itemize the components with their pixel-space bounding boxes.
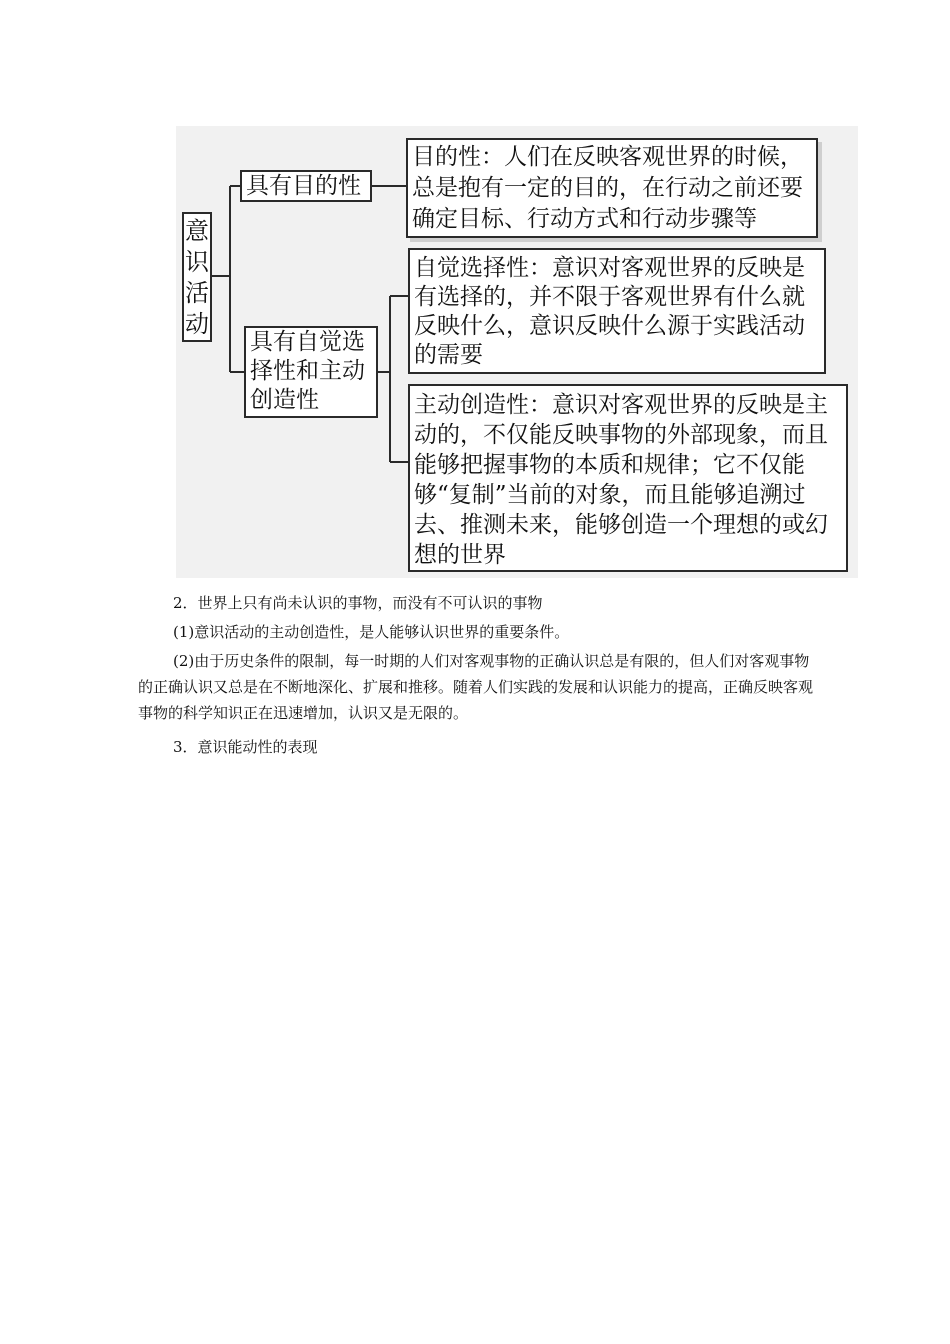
detail-purposefulness: 目的性：人们在反映客观世界的时候，总是抱有一定的目的，在行动之前还要确定目标、行动方式和行动步骤等 [406, 138, 818, 238]
paragraph-2-item-2: (2)由于历史条件的限制，每一时期的人们对客观事物的正确认识总是有限的，但人们对客观事物的正确认识又总是在不断地深化、扩展和推移。随着人们实践的发展和认识能力的提高，正确反映客观事物的科学知识正在迅速增加，认识又是无限的。 [138, 652, 814, 722]
paragraph-2-item-1: (1)意识活动的主动创造性，是人能够认识世界的重要条件。 [173, 623, 570, 641]
branch-purposefulness: 具有目的性 [240, 170, 372, 202]
root-char-4: 动 [185, 310, 209, 338]
paragraph-2-heading: 2．世界上只有尚未认识的事物，而没有不可认识的事物 [173, 594, 543, 612]
paragraph-3-heading: 3．意识能动性的表现 [173, 738, 318, 756]
root-node-consciousness-activity [182, 212, 212, 342]
detail-selectivity: 自觉选择性：意识对客观世界的反映是有选择的，并不限于客观世界有什么就反映什么，意识反映什么源于实践活动的需要 [408, 248, 826, 374]
detail-creativity: 主动创造性：意识对客观世界的反映是主动的，不仅能反映事物的外部现象，而且能够把握事物的本质和规律；它不仅能够“复制”当前的对象，而且能够追溯过去、推测未来，能够创造一个理想的或幻想的世界 [408, 384, 848, 572]
branch-selectivity-creativity: 具有自觉选择性和主动创造性 [244, 326, 378, 418]
concept-diagram [176, 126, 858, 578]
root-char-1: 意 [185, 217, 209, 245]
root-char-3: 活 [185, 279, 209, 307]
root-char-2: 识 [185, 248, 209, 276]
